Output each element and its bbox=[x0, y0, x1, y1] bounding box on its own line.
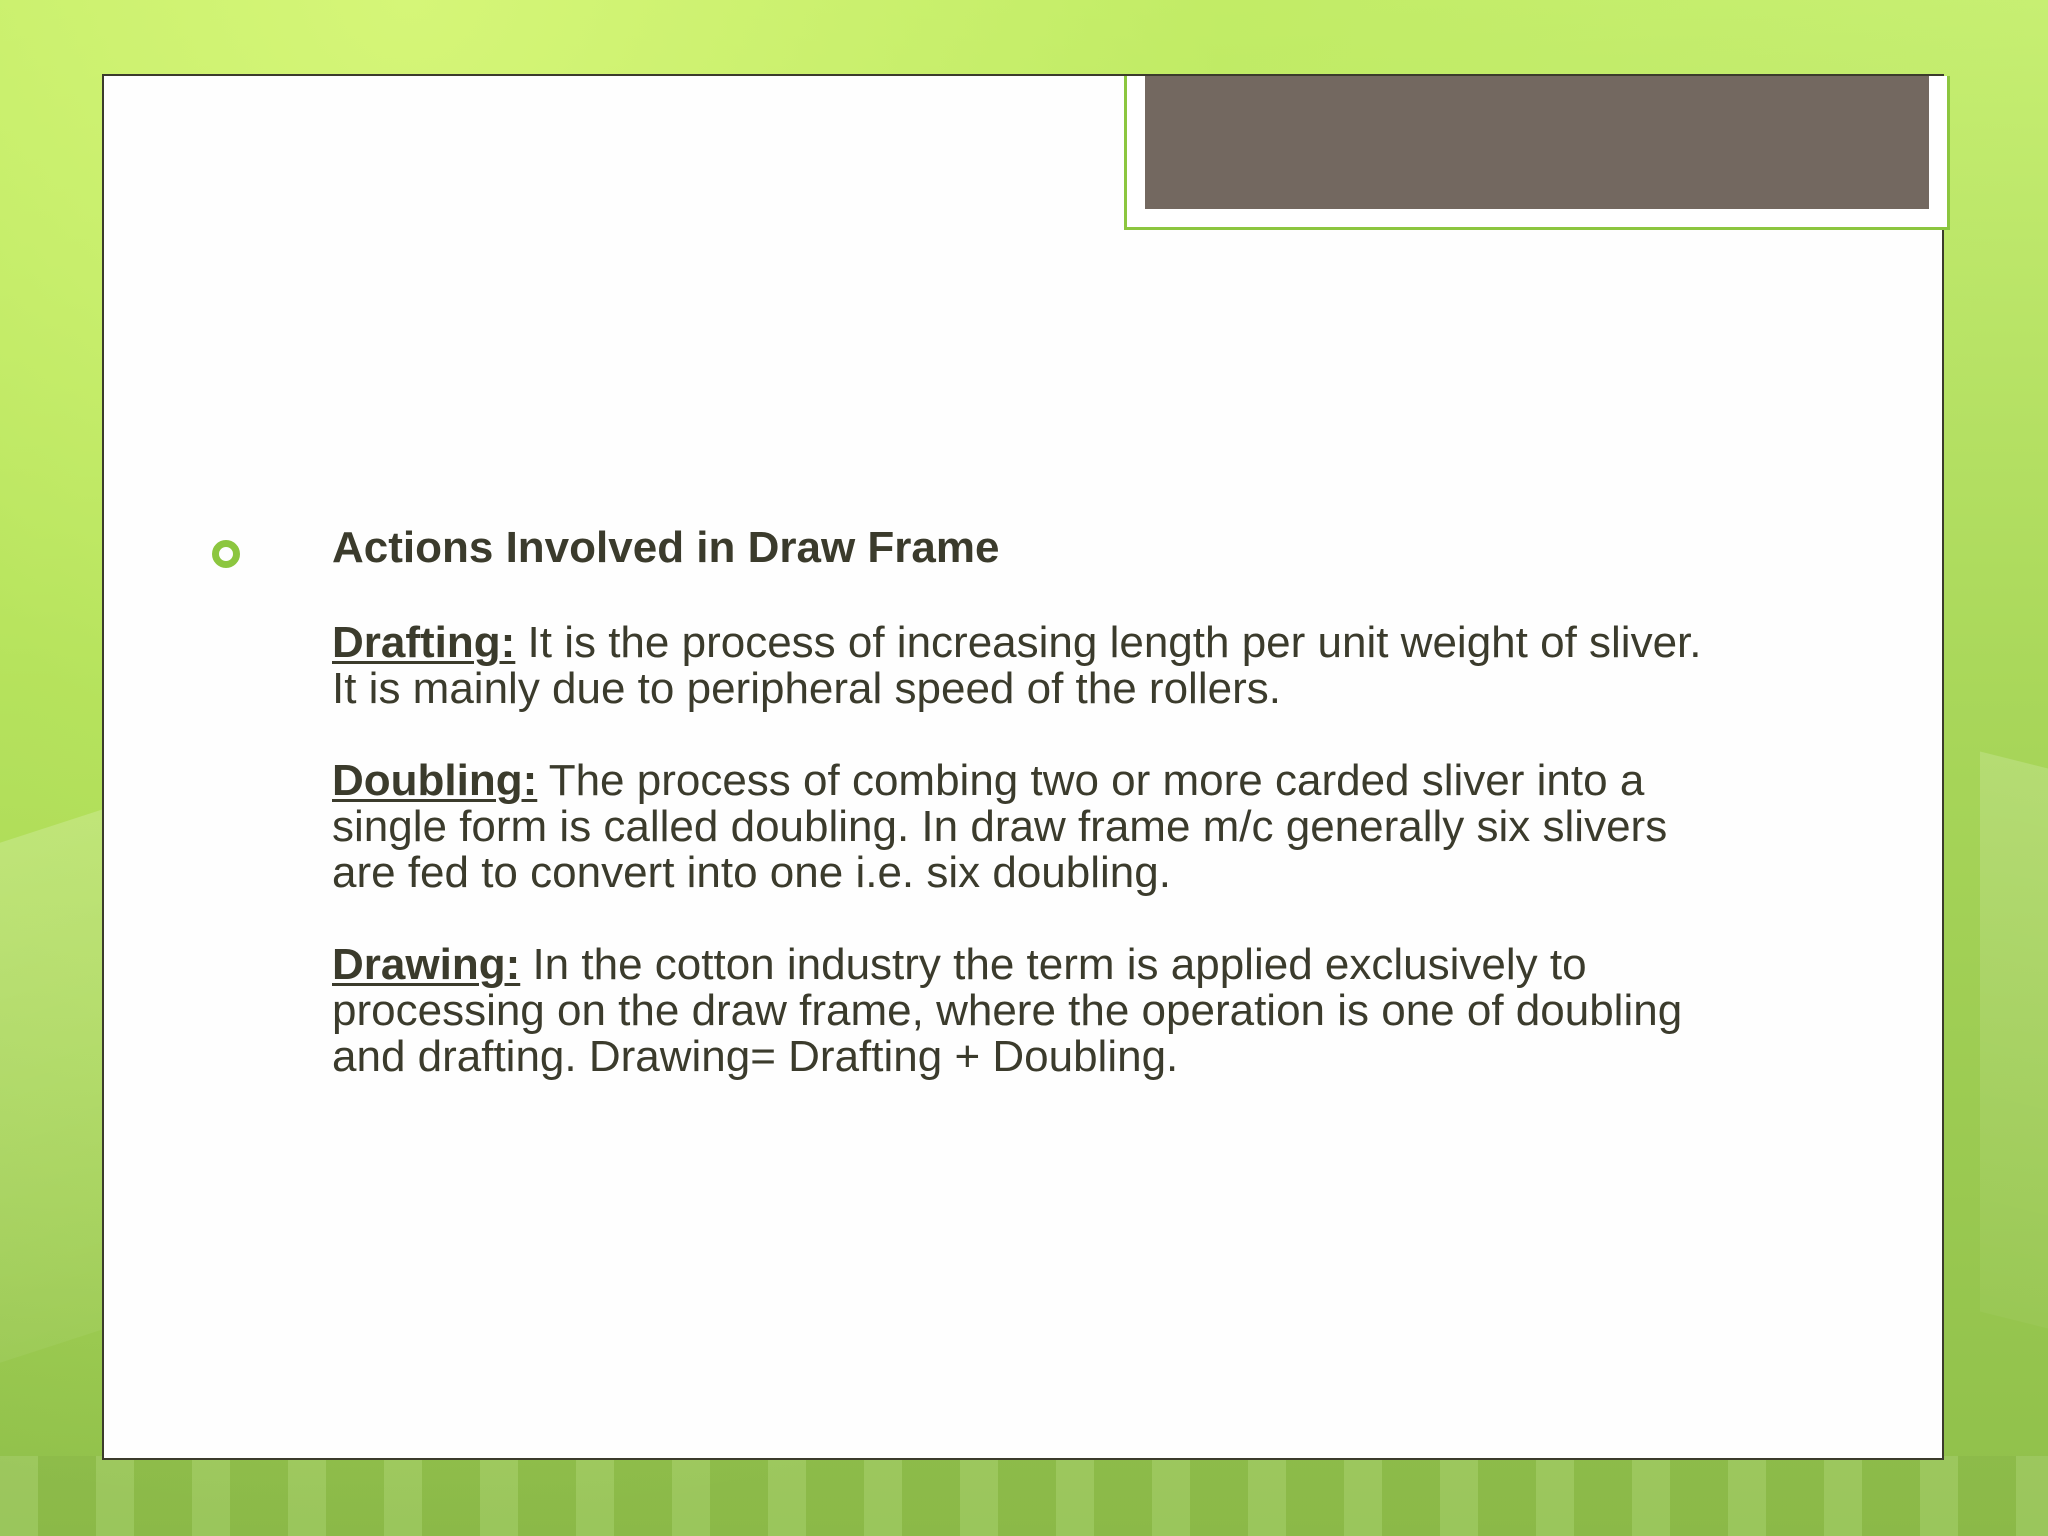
definition-drawing: In the cotton industry the term is applied exclusively to processing on the draw frame, where the operation is one of doubling and drafting. Drawing= Drafting + Doubling. bbox=[332, 940, 1683, 1081]
definition-doubling: The process of combing two or more carded sliver into a single form is called doubling. In draw frame m/c generally six slivers are fed to convert into one i.e. six doubling. bbox=[332, 756, 1668, 897]
ring-bullet-icon bbox=[212, 540, 240, 568]
slide-body bbox=[270, 522, 1730, 1080]
bullet-item bbox=[270, 522, 1730, 574]
definition-drafting: It is the process of increasing length per unit weight of sliver. It is mainly due to peripheral speed of the rollers. bbox=[332, 618, 1702, 713]
title-placeholder-box bbox=[1145, 76, 1929, 209]
term-doubling: Doubling: bbox=[332, 756, 538, 805]
term-drafting: Drafting: bbox=[332, 618, 516, 667]
term-drawing: Drawing: bbox=[332, 940, 521, 989]
background-decoration-right bbox=[1980, 752, 2048, 1329]
paragraph-doubling bbox=[332, 758, 1730, 896]
section-heading: Actions Involved in Draw Frame bbox=[332, 523, 1000, 572]
paragraph-drawing bbox=[332, 942, 1730, 1080]
title-placeholder-frame bbox=[1124, 76, 1950, 230]
background-stripes bbox=[0, 1456, 2048, 1536]
paragraph-drafting bbox=[332, 620, 1730, 712]
